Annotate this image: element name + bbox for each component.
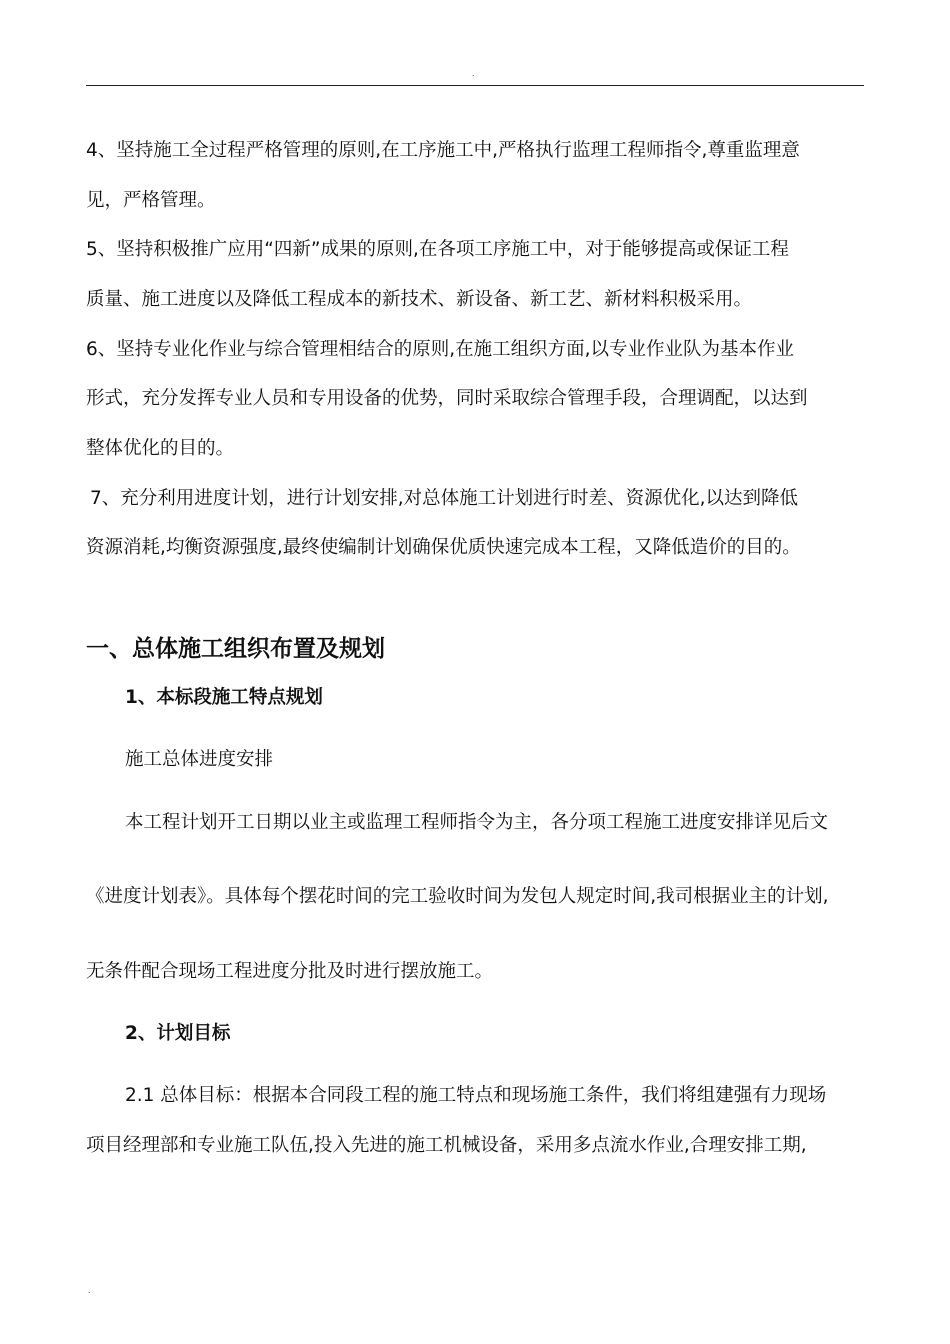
paragraph-line: 施工总体进度安排: [125, 749, 274, 770]
section-heading: 一、总体施工组织布置及规划: [86, 636, 385, 662]
paragraph-line: 4、坚持施工全过程严格管理的原则,在工序施工中,严格执行监理工程师指令,尊重监理意: [86, 140, 800, 161]
paragraph-line: 7、充分利用进度计划，进行计划安排,对总体施工计划进行时差、资源优化,以达到降低: [90, 488, 799, 509]
paragraph-line: 《进度计划表》。具体每个摆花时间的完工验收时间为发包人规定时间,我司根据业主的计划,: [86, 886, 829, 907]
paragraph-line: 5、坚持积极推广应用“四新”成果的原则,在各项工序施工中，对于能够提高或保证工程: [86, 239, 789, 260]
paragraph-line: 整体优化的目的。: [86, 438, 235, 459]
paragraph-line: 形式，充分发挥专业人员和专用设备的优势，同时采取综合管理手段，合理调配，以达到: [86, 388, 808, 409]
subsection-heading: 1、本标段施工特点规划: [125, 687, 323, 708]
paragraph-line: 无条件配合现场工程进度分批及时进行摆放施工。: [86, 961, 494, 982]
paragraph-line: 资源消耗,均衡资源强度,最终使编制计划确保优质快速完成本工程，又降低造价的目的。: [86, 537, 801, 558]
paragraph-line: 项目经理部和专业施工队伍,投入先进的施工机械设备，采用多点流水作业,合理安排工期,: [86, 1135, 807, 1156]
header-rule: [86, 85, 864, 86]
paragraph-line: 6、坚持专业化作业与综合管理相结合的原则,在施工组织方面,以专业作业队为基本作业: [86, 339, 795, 360]
footer-dot: .: [88, 1286, 91, 1295]
subsection-heading: 2、计划目标: [125, 1023, 231, 1044]
header-dot: .: [472, 69, 475, 78]
paragraph-line: 2.1 总体目标：根据本合同段工程的施工特点和现场施工条件，我们将组建强有力现场: [125, 1085, 827, 1106]
paragraph-line: 质量、施工进度以及降低工程成本的新技术、新设备、新工艺、新材料积极采用。: [86, 289, 753, 310]
paragraph-line: 本工程计划开工日期以业主或监理工程师指令为主，各分项工程施工进度安排详见后文: [125, 812, 829, 833]
paragraph-line: 见，严格管理。: [86, 190, 216, 211]
